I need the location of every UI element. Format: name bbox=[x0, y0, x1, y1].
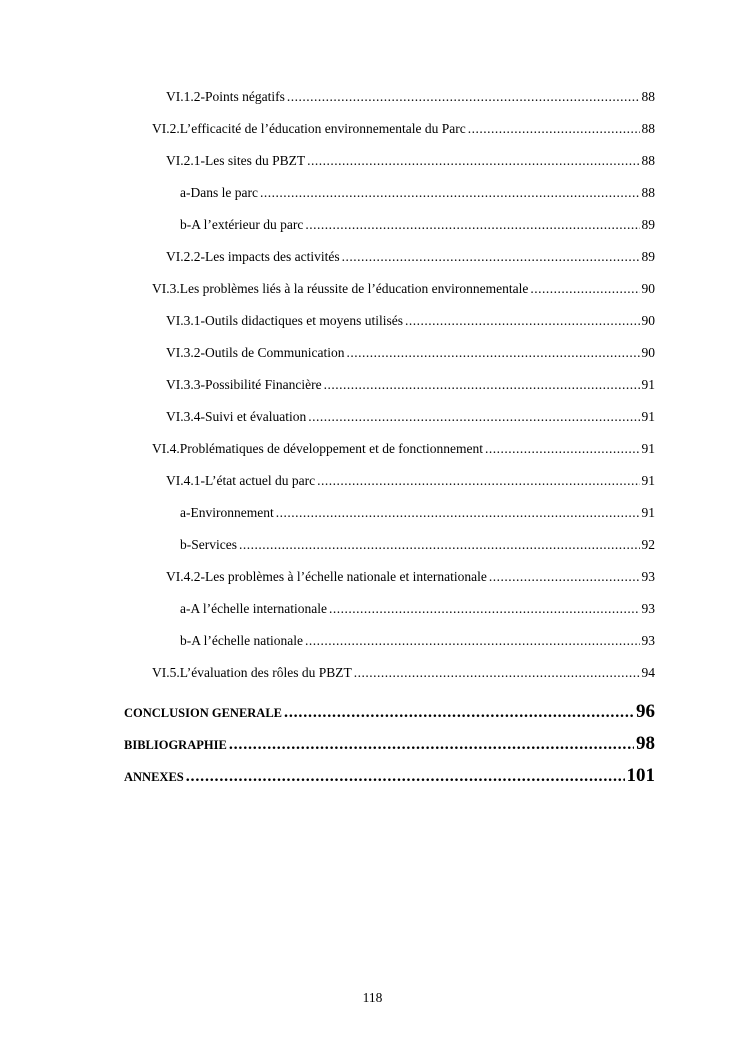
toc-entry-title: Suivi et évaluation bbox=[205, 409, 307, 424]
toc-entry-title: A l’échelle internationale bbox=[190, 601, 327, 616]
dot-leader bbox=[305, 631, 640, 651]
toc-entry[interactable] bbox=[166, 87, 655, 107]
toc-entry[interactable] bbox=[166, 407, 655, 427]
toc-entry[interactable] bbox=[180, 183, 655, 203]
dot-leader bbox=[287, 87, 640, 107]
dot-leader bbox=[485, 439, 639, 459]
toc-entry-title: Possibilité Financière bbox=[205, 377, 322, 392]
toc-entry[interactable] bbox=[152, 663, 655, 683]
toc-entry-title: Les problèmes à l’échelle nationale et internationale bbox=[205, 569, 487, 584]
dot-leader bbox=[260, 183, 640, 203]
dot-leader bbox=[284, 700, 634, 726]
toc-entry-title: Les problèmes liés à la réussite de l’éducation environnementale bbox=[179, 281, 529, 296]
toc-entry-page: 88 bbox=[641, 153, 655, 168]
toc-entry-number: VI.3. bbox=[152, 281, 180, 296]
page-number: 118 bbox=[362, 990, 383, 1005]
toc-entry-number: a- bbox=[180, 601, 191, 616]
toc-entry-title: Environnement bbox=[190, 505, 274, 520]
dot-leader bbox=[276, 503, 640, 523]
toc-entry[interactable] bbox=[166, 375, 655, 395]
toc-entry-title: Services bbox=[191, 537, 237, 552]
toc-entry-title: ANNEXES bbox=[124, 770, 184, 784]
toc-entry-title: Les impacts des activités bbox=[205, 249, 340, 264]
toc-entry-number: b- bbox=[180, 217, 192, 232]
toc-entry[interactable] bbox=[166, 471, 655, 491]
toc-entry[interactable] bbox=[180, 503, 655, 523]
toc-entry-page: 90 bbox=[641, 345, 655, 360]
toc-entry-page: 91 bbox=[641, 473, 655, 488]
toc-entry-page: 88 bbox=[641, 121, 655, 136]
toc-entry[interactable] bbox=[166, 343, 655, 363]
toc-entry-number: VI.4.1- bbox=[166, 473, 205, 488]
dot-leader bbox=[239, 535, 640, 555]
toc-entry[interactable] bbox=[166, 311, 655, 331]
dot-leader bbox=[317, 471, 639, 491]
toc-entry-title: Points négatifs bbox=[205, 89, 285, 104]
toc-entry-title: BIBLIOGRAPHIE bbox=[124, 738, 227, 752]
toc-entry-number: VI.2.2- bbox=[166, 249, 205, 264]
toc-entry[interactable] bbox=[180, 599, 655, 619]
toc-entry-number: VI.3.4- bbox=[166, 409, 205, 424]
dot-leader bbox=[186, 764, 625, 790]
toc-entry-page: 88 bbox=[641, 89, 655, 104]
toc-entry-title: Outils didactiques et moyens utilisés bbox=[205, 313, 403, 328]
toc-entry-title: Problématiques de développement et de fonctionnement bbox=[179, 441, 484, 456]
toc-entry-title: Outils de Communication bbox=[205, 345, 345, 360]
toc-entry-page: 93 bbox=[641, 569, 655, 584]
toc-entry-number: VI.2. bbox=[152, 121, 180, 136]
toc-entry-page: 98 bbox=[636, 733, 655, 754]
dot-leader bbox=[342, 247, 640, 267]
toc-entry-page: 90 bbox=[641, 281, 655, 296]
toc-entry-title: A l’échelle nationale bbox=[191, 633, 303, 648]
toc-entry[interactable] bbox=[166, 567, 655, 587]
toc-entry[interactable] bbox=[152, 439, 655, 459]
dot-leader bbox=[307, 151, 639, 171]
toc-entry-title: L’évaluation des rôles du PBZT bbox=[179, 665, 352, 680]
toc-entry-page: 90 bbox=[641, 313, 655, 328]
toc-entry-page: 91 bbox=[641, 409, 655, 424]
dot-leader bbox=[530, 279, 639, 299]
dot-leader bbox=[305, 215, 639, 235]
toc-entry-page: 91 bbox=[641, 377, 655, 392]
toc-entry[interactable] bbox=[180, 215, 655, 235]
toc-entry-number: VI.4. bbox=[152, 441, 180, 456]
dot-leader bbox=[354, 663, 640, 683]
dot-leader bbox=[405, 311, 640, 331]
toc-entry-page: 89 bbox=[641, 249, 655, 264]
dot-leader bbox=[347, 343, 640, 363]
toc-entry-number: a- bbox=[180, 185, 191, 200]
toc-entry-page: 93 bbox=[641, 601, 655, 616]
toc-entry-number: b- bbox=[180, 537, 192, 552]
toc-entry-number: VI.5. bbox=[152, 665, 180, 680]
toc-entry-page: 94 bbox=[641, 665, 655, 680]
toc-entry[interactable] bbox=[152, 119, 655, 139]
toc-entry-number: a- bbox=[180, 505, 191, 520]
toc-entry[interactable] bbox=[180, 631, 655, 651]
toc-entry-title: Dans le parc bbox=[190, 185, 258, 200]
toc-entry-page: 91 bbox=[641, 441, 655, 456]
dot-leader bbox=[468, 119, 640, 139]
toc-entry-number: b- bbox=[180, 633, 192, 648]
toc-entry-number: VI.3.3- bbox=[166, 377, 205, 392]
toc-entry-title: L’efficacité de l’éducation environnementale du Parc bbox=[179, 121, 466, 136]
toc-entry-page: 101 bbox=[626, 765, 655, 786]
dot-leader bbox=[329, 599, 640, 619]
toc-entry-page: 88 bbox=[641, 185, 655, 200]
toc-entry[interactable] bbox=[166, 247, 655, 267]
toc-entry-page: 96 bbox=[636, 701, 655, 722]
toc-entry-page: 89 bbox=[641, 217, 655, 232]
toc-entry-major[interactable] bbox=[124, 731, 655, 757]
toc-entry[interactable] bbox=[180, 535, 655, 555]
dot-leader bbox=[489, 567, 640, 587]
dot-leader bbox=[308, 407, 639, 427]
toc-entry-title: CONCLUSION GENERALE bbox=[124, 706, 283, 720]
toc-entry-major[interactable] bbox=[124, 763, 655, 789]
toc-entry[interactable] bbox=[166, 151, 655, 171]
toc-entry-number: VI.1.2- bbox=[166, 89, 205, 104]
toc-entry-page: 92 bbox=[641, 537, 655, 552]
toc-entry-number: VI.3.2- bbox=[166, 345, 205, 360]
toc-entry[interactable] bbox=[152, 279, 655, 299]
dot-leader bbox=[324, 375, 640, 395]
toc-entry-page: 91 bbox=[641, 505, 655, 520]
toc-entry-title: Les sites du PBZT bbox=[205, 153, 306, 168]
toc-entry-number: VI.2.1- bbox=[166, 153, 205, 168]
toc-entry-title: A l’extérieur du parc bbox=[191, 217, 304, 232]
toc-entry-major[interactable] bbox=[124, 699, 655, 725]
toc-entry-number: VI.4.2- bbox=[166, 569, 205, 584]
toc-entry-page: 93 bbox=[641, 633, 655, 648]
toc-entry-number: VI.3.1- bbox=[166, 313, 205, 328]
dot-leader bbox=[229, 732, 634, 758]
toc-entry-title: L’état actuel du parc bbox=[205, 473, 316, 488]
